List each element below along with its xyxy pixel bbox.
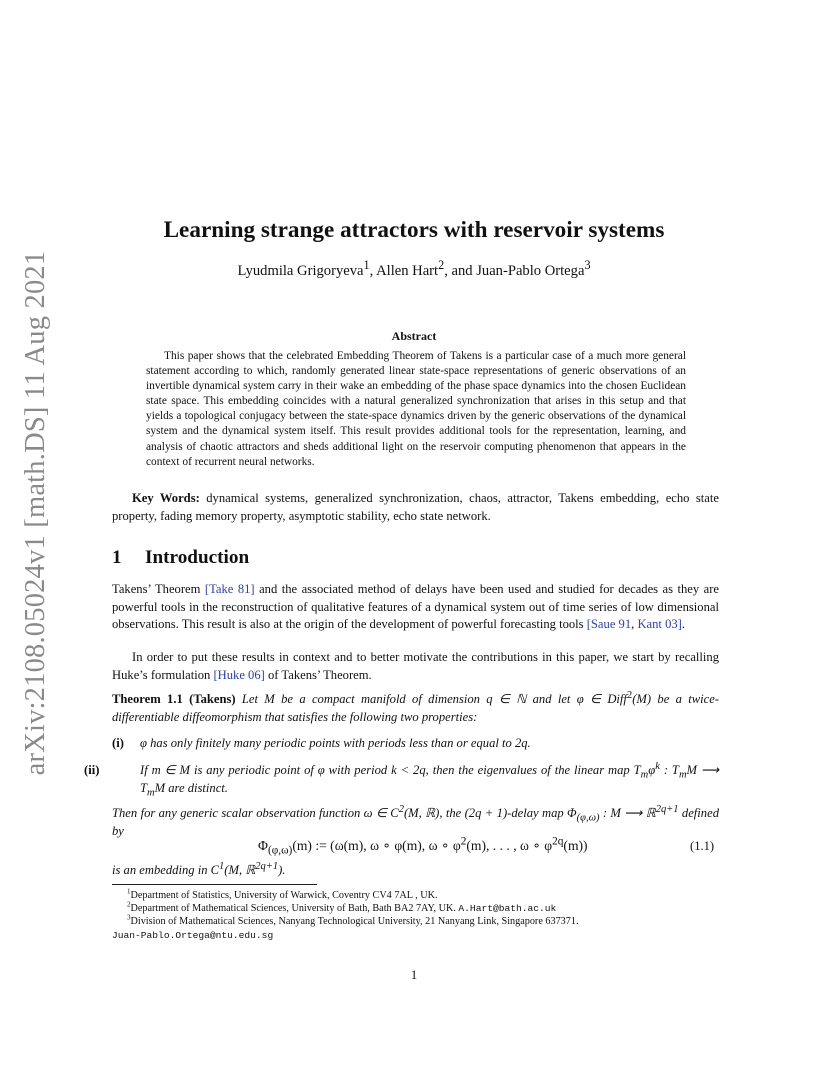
footnote-3: [112, 915, 719, 928]
text-run: (m)): [563, 838, 588, 853]
text-run: and the associated method of delays have been used and studied for decades as they are powerful tools in the reconstruction of qualitative features of a dynamical system out of time series of low dimensional observations. This result is also at the origin of the development of powerful forecasting tools: [112, 582, 719, 631]
superscript: 2: [626, 689, 633, 701]
text-run: (m), . . . , ω ∘ φ: [466, 838, 553, 853]
footnote-marker: 3: [127, 914, 131, 923]
subscript: (φ,ω): [267, 844, 293, 857]
footnote-marker: 1: [127, 887, 131, 896]
theorem-label: Theorem 1.1 (Takens): [112, 692, 236, 706]
superscript: 1: [219, 860, 225, 872]
author-1-affil: 1: [363, 258, 370, 273]
citation-huke06[interactable]: [Huke 06]: [213, 667, 265, 682]
footnote-2: [112, 902, 719, 915]
abstract-heading: Abstract: [391, 329, 437, 343]
text-run: Department of Mathematical Sciences, University of Bath, Bath BA2 7AY, UK.: [130, 903, 459, 915]
text-run: (M, ℝ: [224, 863, 256, 877]
page-number: 1: [410, 968, 418, 982]
equation-number: (1.1): [690, 839, 715, 853]
condition-label: (ii): [84, 763, 100, 777]
keywords-text: dynamical systems, generalized synchronization, chaos, attractor, Takens embedding, echo state property, fading memory property, asymptotic stability, echo state network.: [112, 491, 719, 523]
theorem-condition-1: [112, 735, 719, 753]
text-run: φ: [648, 763, 656, 777]
theorem-condition-2: [84, 760, 719, 799]
theorem-conclusion: [112, 805, 719, 840]
subscript: m: [147, 787, 155, 799]
text-run: of Takens’ Theorem.: [264, 667, 372, 682]
text-run: In order to put these results in context and to better motivate the contributions in this paper, we start by recalling Huke’s formulation: [112, 650, 719, 682]
citation-take81[interactable]: [Take 81]: [204, 582, 255, 596]
text-run: M are distinct.: [154, 780, 228, 795]
text-run: Division of Mathematical Sciences, Nanyang Technological University, 21 Nanyang Link, Singapore 637371.: [130, 916, 579, 928]
author-3-affil: 3: [584, 258, 591, 273]
theorem-statement: [112, 691, 719, 726]
superscript: 2: [460, 835, 467, 848]
text-run: defined by: [112, 806, 719, 838]
footnote-3-email-line: [112, 929, 719, 942]
email-link-hart[interactable]: A.Hart@bath.ac.uk: [458, 903, 557, 915]
author-separator: , and: [444, 263, 477, 279]
author-2-affil: 2: [438, 258, 445, 273]
text-run: (m) := (ω(m), ω ∘ φ(m), ω ∘ φ: [292, 838, 461, 853]
keywords-label: Key Words:: [132, 491, 200, 505]
equation-1-1: [258, 835, 588, 857]
subscript: m: [640, 769, 649, 781]
text-run: Let M be a compact manifold of dimension q ∈ ℕ and let φ ∈ Diff: [235, 692, 627, 706]
text-run: Department of Statistics, University of Warwick, Coventry CV4 7AL , UK.: [130, 890, 438, 901]
text-run: : M ⟶ ℝ: [599, 806, 656, 820]
footnote-divider: [112, 884, 317, 885]
intro-paragraph-2: [112, 649, 719, 684]
superscript: k: [655, 760, 660, 772]
text-run: .: [681, 617, 686, 631]
superscript: 2: [398, 803, 404, 815]
abstract-text: This paper shows that the celebrated Embedding Theorem of Takens is a particular case of a much more general statement according to which, randomly generated linear state-space representations of generic observations of an invertible dynamical system carry in their wake an embedding of the phase space dynamics into the chosen Euclidean state space. This embedding coincides with a natural generalized synchronization that arises in this setup and that yields a topological conjugacy between the state-space dynamics driven by the generic observations of the dynamical system and the dynamical system itself. This result provides additional tools for the representation, learning, and analysis of chaotic attractors and sheds additional light on the reservoir computing phenomenon that appears in the context of recurrent neural networks.: [146, 350, 686, 468]
text-run: φ has only finitely many periodic points with periods less than or equal to 2q.: [140, 736, 531, 750]
text-run: Takens’ Theorem: [112, 582, 205, 596]
citation-saue91[interactable]: [Saue 91: [586, 617, 632, 631]
text-run: : T: [659, 763, 679, 777]
author-1: Lyudmila Grigoryeva: [237, 263, 364, 279]
theorem-embedding-line: [112, 862, 285, 878]
footnote-marker: 2: [127, 900, 131, 909]
email-link-ortega[interactable]: Juan-Pablo.Ortega@ntu.edu.sg: [112, 929, 274, 941]
text-run: ,: [631, 617, 638, 631]
citation-kant03[interactable]: Kant 03]: [637, 617, 682, 631]
author-separator: ,: [369, 263, 377, 279]
text-run: M ⟶ T: [140, 763, 719, 795]
superscript: 2q: [552, 835, 564, 848]
text-run: Φ: [258, 838, 268, 853]
text-run: ).: [278, 863, 286, 877]
arxiv-identifier: arXiv:2108.05024v1 [math.DS] 11 Aug 2021: [20, 250, 51, 776]
text-run: (M) be a twice-differentiable diffeomorphism that satisfies the following two properties:: [112, 692, 720, 724]
text-run: is an embedding in C: [112, 863, 220, 877]
author-3: Juan-Pablo Ortega: [476, 263, 585, 279]
text-run: (M, ℝ), the (2q + 1)-delay map Φ: [403, 806, 577, 820]
author-list: [0, 258, 828, 280]
text-run: If m ∈ M is any periodic point of φ with period k < 2q, then the eigenvalues of the linear map T: [140, 763, 641, 777]
paper-title: Learning strange attractors with reservoir systems: [163, 217, 665, 243]
footnote-1: [112, 889, 719, 902]
subscript: m: [678, 769, 687, 781]
keywords: [112, 490, 719, 525]
footnotes: [112, 889, 719, 942]
superscript: 2q+1: [255, 860, 279, 872]
intro-paragraph-1: [112, 581, 719, 634]
section-number: 1: [112, 547, 122, 568]
section-heading: [112, 547, 249, 569]
superscript: 2q+1: [655, 803, 679, 815]
author-2: Allen Hart: [376, 263, 439, 279]
text-run: Then for any generic scalar observation function ω ∈ C: [112, 806, 399, 820]
subscript: (φ,ω): [576, 812, 600, 824]
section-title: Introduction: [145, 547, 250, 568]
condition-label: (i): [112, 736, 124, 750]
